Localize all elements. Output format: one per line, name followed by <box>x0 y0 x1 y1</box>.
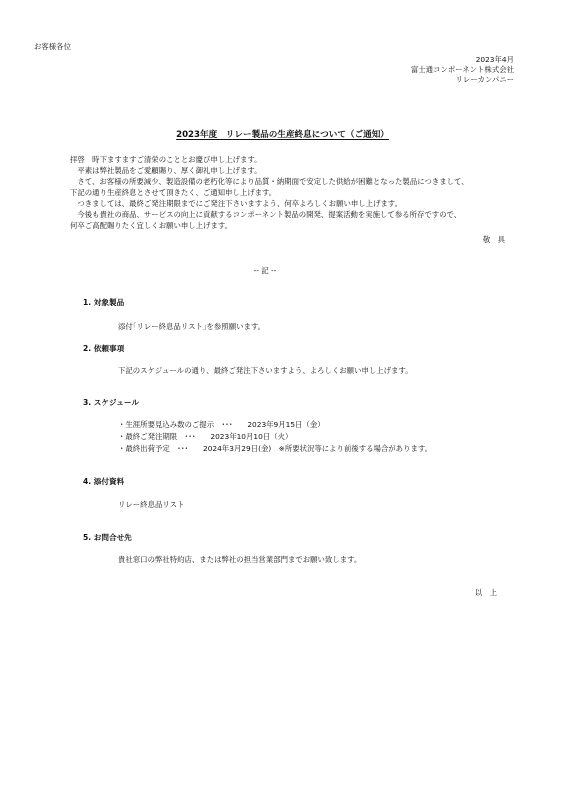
closing-ijo: 以 上 <box>474 588 497 597</box>
section-body: 下記のスケジュールの通り、最終ご発注下さいますよう、よろしくお願い申し上げます。 <box>118 366 413 375</box>
section-heading: 3. スケジュール <box>83 398 139 407</box>
section-body: 貴社窓口の弊社特約店、または弊社の担当営業部門までお願い致します。 <box>118 555 362 564</box>
intro-line: つきましては、最終ご発注期限までにご発注下さいますよう、何卒よろしくお願い申し上げます。 <box>70 199 402 208</box>
issue-date: 2023年4月 <box>475 55 514 64</box>
intro-line: さて、お客様の所要減少、製造設備の老朽化等により品質・納期面で安定した供給が困難となった製品につきまして、 <box>70 177 469 186</box>
section-body: 添付｢リレー終息品リスト｣を参照願います。 <box>118 322 266 331</box>
addressee: お客様各位 <box>34 42 71 51</box>
intro-line: 何卒ご高配賜りたく宜しくお願い申し上げます。 <box>70 221 233 230</box>
section-body: リレー終息品リスト <box>118 500 185 509</box>
section-heading: 1. 対象製品 <box>83 298 125 307</box>
intro-line: 下記の通り生産終息とさせて頂きたく、ご通知申し上げます。 <box>70 188 277 197</box>
schedule-item: ・最終出荷予定 ･･･ 2024年3月29日(金) ※所要状況等により前後する場合があります。 <box>118 444 433 453</box>
company-name: 富士通コンポーネント株式会社 <box>410 65 514 74</box>
section-heading: 2. 依頼事項 <box>83 344 125 353</box>
section-heading: 4. 添付資料 <box>83 477 125 486</box>
intro-line: 今後も貴社の商品、サービスの向上に貢献するコンポーネント製品の開発、提案活動を実施して参る所存ですので、 <box>70 210 462 219</box>
intro-line: 平素は弊社製品をご愛顧賜り、厚く御礼申し上げます。 <box>70 166 262 175</box>
notice-title: 2023年度 リレー製品の生産終息について（ご通知） <box>176 130 389 140</box>
schedule-item: ・最終ご発注期限 ･･･ 2023年10月10日（火） <box>118 432 293 441</box>
intro-line: 拝啓 時下ますますご清栄のこととお慶び申し上げます。 <box>70 155 262 164</box>
ki-marker: -- 記 -- <box>253 266 277 275</box>
section-heading: 5. お問合せ先 <box>83 533 132 542</box>
division-name: リレーカンパニー <box>455 75 514 84</box>
closing-keigu: 敬 具 <box>482 235 505 244</box>
schedule-item: ・生涯所要見込み数のご提示 ･･･ 2023年9月15日（金） <box>118 420 325 429</box>
